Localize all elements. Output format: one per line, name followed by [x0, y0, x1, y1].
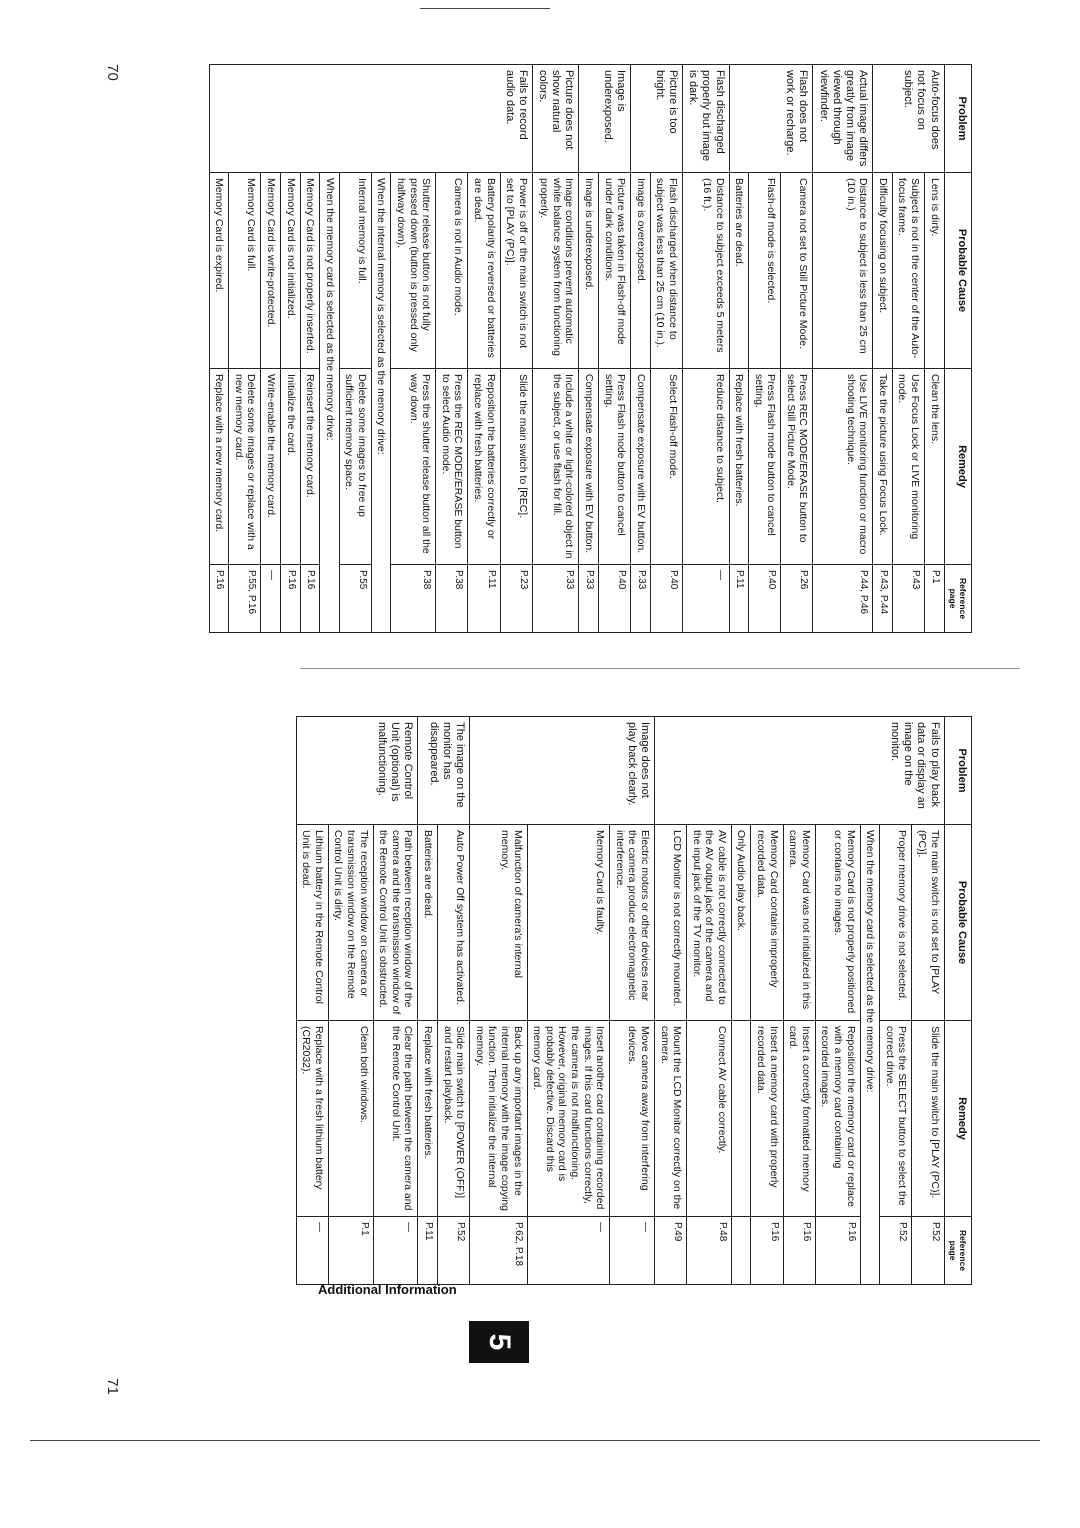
- condition-note-cell: When the memory card is selected as the memory drive:: [860, 825, 880, 1285]
- reference-cell: —: [373, 1217, 418, 1285]
- reference-cell: P.43, P.44: [873, 565, 893, 633]
- cause-cell: Flash-off mode is selected.: [749, 173, 781, 369]
- reference-cell: P.11: [729, 565, 749, 633]
- header-remedy: Remedy: [944, 369, 971, 565]
- header-cause: Probable Cause: [944, 173, 971, 369]
- cause-cell: Internal memory is full.: [339, 173, 371, 369]
- remedy-cell: Write-enable the memory card.: [261, 369, 281, 565]
- remedy-cell: Clean both windows.: [328, 1021, 373, 1217]
- cause-cell: Lithium battery in the Remote Control Unit is dead.: [296, 825, 328, 1021]
- remedy-cell: Insert a correctly formatted memory card.: [783, 1021, 815, 1217]
- reference-cell: P.33: [631, 565, 651, 633]
- reference-cell: P.52: [880, 1217, 912, 1285]
- table-row: [650, 65, 682, 633]
- header-reference: Reference page: [944, 565, 971, 633]
- remedy-cell: [731, 1021, 751, 1217]
- remedy-cell: Slide main switch to [POWER (OFF)] and restart playback.: [438, 1021, 470, 1217]
- remedy-cell: Press Flash mode button to cancel setting.: [749, 369, 781, 565]
- problem-cell: Picture does not show natural colors.: [532, 65, 579, 173]
- table-row: [813, 65, 873, 633]
- page-number-right: 71: [103, 1378, 121, 1395]
- reference-cell: P.40: [650, 565, 682, 633]
- reference-cell: [731, 1217, 751, 1285]
- remedy-cell: Slide the main switch to [PLAY (PC)].: [912, 1021, 944, 1217]
- header-cause: Probable Cause: [944, 825, 971, 1021]
- reference-cell: P.1: [328, 1217, 373, 1285]
- table-header-row: [944, 717, 971, 1285]
- remedy-cell: Press the shutter release button all the way down.: [391, 369, 436, 565]
- cause-cell: Memory Card contains improperly recorded data.: [751, 825, 783, 1021]
- cause-cell: Difficulty focusing on subject.: [873, 173, 893, 369]
- problem-cell: Image is underexposed.: [579, 65, 631, 173]
- cause-cell: AV cable is not correctly connected to the AV output jack of the camera and the input jack of the TV monitor.: [687, 825, 732, 1021]
- remedy-cell: Mount the LCD Monitor correctly on the camera.: [654, 1021, 686, 1217]
- header-remedy: Remedy: [944, 1021, 971, 1217]
- problem-cell: Actual image differs greatly from image viewed through viewfinder.: [813, 65, 873, 173]
- remedy-cell: Take the picture using Focus Lock.: [873, 369, 893, 565]
- remedy-cell: Press the SELECT button to select the correct drive.: [880, 1021, 912, 1217]
- table-row: [532, 65, 579, 633]
- cause-cell: Memory Card is not initialized.: [280, 173, 300, 369]
- cause-cell: Shutter release button is not fully pressed down (button is pressed only halfway down).: [391, 173, 436, 369]
- troubleshooting-table-left: [209, 64, 972, 633]
- remedy-cell: Compensate exposure with EV button.: [579, 369, 599, 565]
- reference-cell: P.55, P.16: [229, 565, 261, 633]
- reference-cell: P.16: [815, 1217, 860, 1285]
- cause-cell: Image conditions prevent automatic white balance system from functioning properly.: [532, 173, 579, 369]
- cause-cell: Path between reception window of the camera and the transmission window of the Remote Control Unit is obstructed.: [373, 825, 418, 1021]
- remedy-cell: Reduce distance to subject.: [682, 369, 729, 565]
- reference-cell: P.49: [654, 1217, 686, 1285]
- remedy-cell: Select Flash-off mode.: [650, 369, 682, 565]
- problem-cell: Fails to record audio data.: [209, 65, 532, 173]
- cause-cell: Memory Card is not properly inserted.: [300, 173, 320, 369]
- reference-cell: P.62, P.18: [470, 1217, 527, 1285]
- reference-cell: P.1: [925, 565, 945, 633]
- cause-cell: The main switch is not set to [PLAY (PC)].: [912, 825, 944, 1021]
- reference-cell: P.11: [418, 1217, 438, 1285]
- cause-cell: LCD Monitor is not correctly mounted.: [654, 825, 686, 1021]
- reference-cell: P.40: [749, 565, 781, 633]
- condition-note-cell: When the internal memory is selected as the memory drive:: [371, 173, 391, 633]
- table-row: [373, 717, 418, 1285]
- problem-cell: Fails to play back data or display an image on the monitor.: [654, 717, 944, 825]
- remedy-cell: Insert a memory card with properly recorded data.: [751, 1021, 783, 1217]
- reference-cell: P.26: [781, 565, 813, 633]
- remedy-cell: Clean the lens.: [925, 369, 945, 565]
- reference-cell: P.16: [209, 565, 229, 633]
- reference-cell: —: [261, 565, 281, 633]
- table-row: [682, 65, 729, 633]
- reference-cell: P.55: [339, 565, 371, 633]
- remedy-cell: Press the REC MODE/ERASE button to select Audio mode.: [436, 369, 468, 565]
- reference-cell: P.38: [391, 565, 436, 633]
- table-row: [781, 65, 813, 633]
- cause-cell: Memory Card is faulty.: [527, 825, 610, 1021]
- cause-cell: Memory Card was not initialized in this camera.: [783, 825, 815, 1021]
- cause-cell: Battery polarity is reversed or batteries are dead.: [468, 173, 500, 369]
- reference-cell: P.38: [436, 565, 468, 633]
- reference-cell: —: [296, 1217, 328, 1285]
- reference-cell: —: [610, 1217, 655, 1285]
- reference-cell: P.16: [783, 1217, 815, 1285]
- header-reference: Reference page: [944, 1217, 971, 1285]
- remedy-cell: Clear the path between the camera and the Remote Control Unit.: [373, 1021, 418, 1217]
- remedy-cell: Press Flash mode button to cancel setting.: [599, 369, 631, 565]
- reference-cell: P.48: [687, 1217, 732, 1285]
- cause-cell: Distance to subject is less than 25 cm (10 in.): [813, 173, 873, 369]
- scan-line-top-left: [420, 8, 550, 9]
- reference-cell: P.33: [532, 565, 579, 633]
- table-row: [599, 65, 631, 633]
- remedy-cell: Reposition the memory card or replace with a memory card containing recorded images.: [815, 1021, 860, 1217]
- problem-cell: Image does not play back clearly.: [470, 717, 655, 825]
- condition-note-cell: When the memory card is selected as the memory drive:: [320, 173, 340, 633]
- reference-cell: P.33: [579, 565, 599, 633]
- section-label: Additional Information: [318, 1282, 457, 1297]
- cause-cell: Malfunction of camera's internal memory.: [470, 825, 527, 1021]
- cause-cell: Batteries are dead.: [418, 825, 438, 1021]
- table-row: [500, 65, 532, 633]
- header-problem: Problem: [944, 65, 971, 173]
- remedy-cell: Press REC MODE/ERASE button to select Still Picture Mode.: [781, 369, 813, 565]
- remedy-cell: Delete some images to free up sufficient memory space.: [339, 369, 371, 565]
- remedy-cell: Include a white or light-colored object in the subject, or use flash for fill.: [532, 369, 579, 565]
- problem-cell: Auto-focus does not focus on subject.: [873, 65, 944, 173]
- table-row: [438, 717, 470, 1285]
- section-number-badge: 5: [469, 1321, 529, 1363]
- remedy-cell: Reinsert the memory card.: [300, 369, 320, 565]
- remedy-cell: Insert another card containing recorded images. If this card functions correctly, the camera is not malfunctioning. However, original memory card is probably defective. Discard this memory card.: [527, 1021, 610, 1217]
- cause-cell: Picture was taken in Flash-off mode under dark conditions.: [599, 173, 631, 369]
- problem-cell: The image on the monitor has disappeared.: [418, 717, 470, 825]
- problem-cell: Picture is too bright.: [631, 65, 683, 173]
- remedy-cell: Initialize the card.: [280, 369, 300, 565]
- remedy-cell: Reposition the batteries correctly or replace with fresh batteries.: [468, 369, 500, 565]
- cause-cell: Camera not set to Still Picture Mode.: [781, 173, 813, 369]
- remedy-cell: Connect AV cable correctly.: [687, 1021, 732, 1217]
- table-row: [925, 65, 945, 633]
- problem-cell: Flash does not work or recharge.: [729, 65, 813, 173]
- remedy-cell: Replace with a new memory card.: [209, 369, 229, 565]
- cause-cell: Electric motors or other devices near the camera produce electromagnetic interference.: [610, 825, 655, 1021]
- cause-cell: Only Audio play back.: [731, 825, 751, 1021]
- cause-cell: Lens is dirty.: [925, 173, 945, 369]
- reference-cell: P.16: [300, 565, 320, 633]
- remedy-cell: Use Focus Lock or LIVE monitoring mode.: [892, 369, 924, 565]
- reference-cell: P.40: [599, 565, 631, 633]
- cause-cell: Memory Card is write-protected.: [261, 173, 281, 369]
- reference-cell: P.11: [468, 565, 500, 633]
- remedy-cell: Replace with fresh batteries.: [729, 369, 749, 565]
- table-row: [610, 717, 655, 1285]
- cause-cell: Image is overexposed.: [631, 173, 651, 369]
- remedy-cell: Replace with fresh batteries.: [418, 1021, 438, 1217]
- cause-cell: Image is underexposed.: [579, 173, 599, 369]
- header-problem: Problem: [944, 717, 971, 825]
- remedy-cell: Replace with a fresh lithium battery (CR2032).: [296, 1021, 328, 1217]
- cause-cell: Distance to subject exceeds 5 meters (16 ft.).: [682, 173, 729, 369]
- right-table-container: [296, 716, 972, 1285]
- reference-cell: P.23: [500, 565, 532, 633]
- problem-cell: Flash discharged properly but image is dark.: [682, 65, 729, 173]
- problem-cell: Remote Control Unit (optional) is malfunctioning.: [296, 717, 418, 825]
- cause-cell: Power is off or the main switch is not set to [PLAY (PC)].: [500, 173, 532, 369]
- reference-cell: —: [527, 1217, 610, 1285]
- cause-cell: Subject is not in the center of the Auto-focus frame.: [892, 173, 924, 369]
- cause-cell: Batteries are dead.: [729, 173, 749, 369]
- reference-cell: P.43: [892, 565, 924, 633]
- table-row: [912, 717, 944, 1285]
- cause-cell: Memory Card is full.: [229, 173, 261, 369]
- cause-cell: Memory Card is expired.: [209, 173, 229, 369]
- cause-cell: Camera is not in Audio mode.: [436, 173, 468, 369]
- cause-cell: Memory Card is not properly positioned or contains no images.: [815, 825, 860, 1021]
- cause-cell: Flash discharged when distance to subject was less than 25 cm (10 in.).: [650, 173, 682, 369]
- left-table-container: [209, 64, 972, 633]
- remedy-cell: Back up any important images in the internal memory with the image copying function. Then initialize the internal memory.: [470, 1021, 527, 1217]
- remedy-cell: Move camera away from interfering devices.: [610, 1021, 655, 1217]
- remedy-cell: Slide the main switch to [REC].: [500, 369, 532, 565]
- remedy-cell: Compensate exposure with EV button.: [631, 369, 651, 565]
- page-number-left: 70: [103, 64, 121, 81]
- reference-cell: P.52: [912, 1217, 944, 1285]
- remedy-cell: Delete some images or replace with a new memory card.: [229, 369, 261, 565]
- cause-cell: Proper memory drive is not selected.: [880, 825, 912, 1021]
- scan-line-bottom: [30, 1440, 1040, 1441]
- reference-cell: —: [682, 565, 729, 633]
- reference-cell: P.16: [280, 565, 300, 633]
- scan-line-mid: [300, 668, 1020, 669]
- table-header-row: [944, 65, 971, 633]
- reference-cell: P.16: [751, 1217, 783, 1285]
- reference-cell: P.52: [438, 1217, 470, 1285]
- reference-cell: P.44, P.46: [813, 565, 873, 633]
- troubleshooting-table-right: [296, 716, 972, 1285]
- cause-cell: Auto Power Off system has activated.: [438, 825, 470, 1021]
- remedy-cell: Use LIVE monitoring function or macro shooting technique.: [813, 369, 873, 565]
- cause-cell: The reception window on camera or transmission window on the Remote Control Unit is dirty.: [328, 825, 373, 1021]
